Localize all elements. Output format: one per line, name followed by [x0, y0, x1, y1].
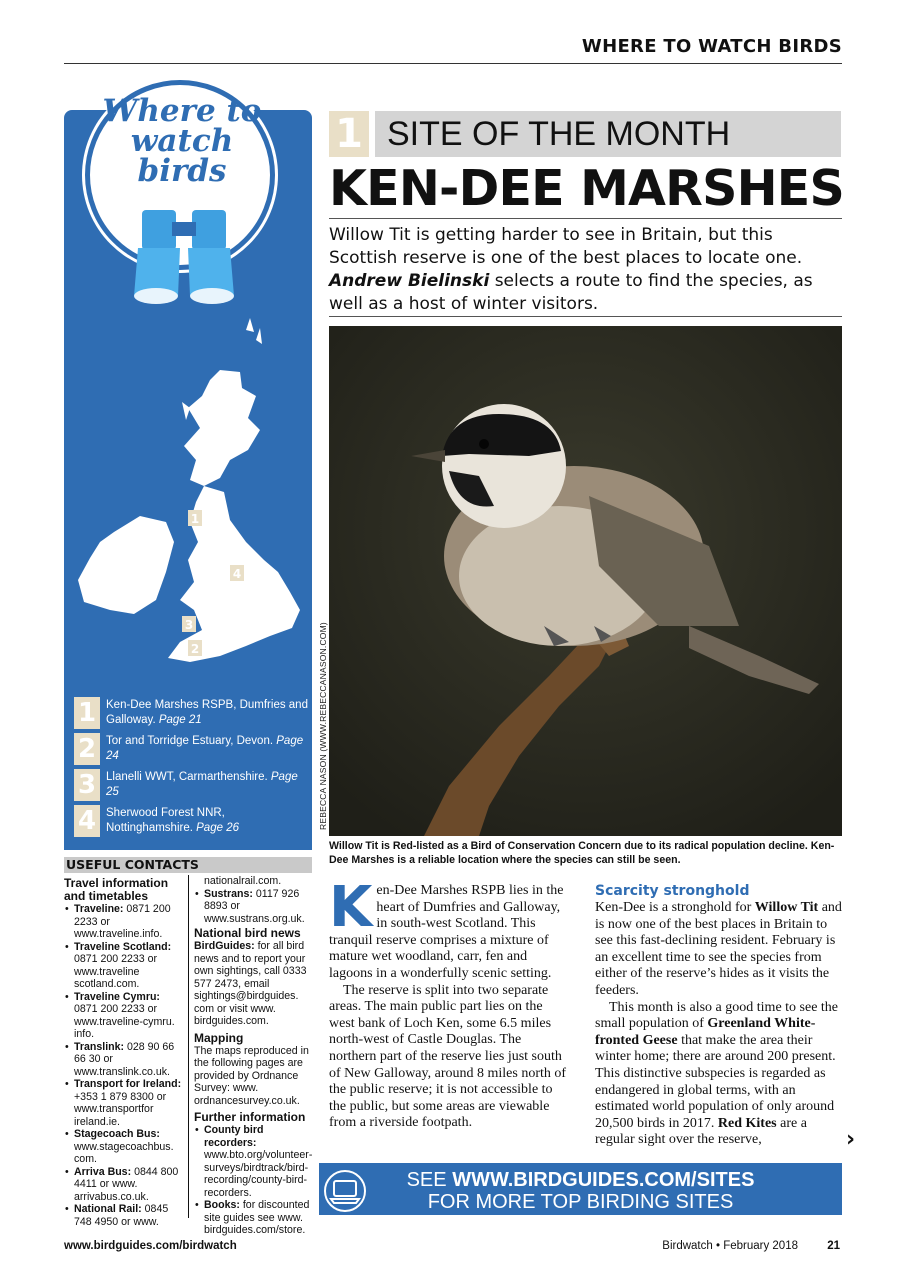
- contact-item: • Arriva Bus: 0844 800 4411 or www. arrivabus.co.uk.: [64, 1166, 186, 1204]
- further-heading: Further information: [194, 1110, 306, 1124]
- contact-item: • Translink: 028 90 66 66 30 or www.translink.co.uk.: [64, 1041, 186, 1079]
- mapping-heading: Mapping: [194, 1030, 244, 1045]
- britain-ireland-map: [70, 310, 310, 690]
- contact-item: • Books: for discounted site guides see www. birdguides.com/store.: [194, 1199, 312, 1237]
- contacts-divider: [188, 875, 189, 1218]
- kicker-bar: [329, 111, 841, 157]
- willow-tit-photo: [329, 326, 842, 836]
- photo-credit: REBECCA NASON (WWW.REBECCANASON.COM): [318, 622, 328, 830]
- body-column-1: [329, 875, 569, 1132]
- rail-continued: nationalrail.com.: [204, 875, 282, 887]
- contact-item: • Sustrans: 0117 926 8893 or www.sustrans.org.uk.: [194, 888, 312, 926]
- travel-heading: Travel information and timetables: [64, 876, 169, 903]
- contact-item: • Stagecoach Bus: www.stagecoachbus. com.: [64, 1128, 186, 1166]
- contact-item: • Traveline: 0871 200 2233 or www.traveline.info.: [64, 903, 186, 941]
- paragraph: The reserve is split into two separate areas. The main public part lies on the west bank of Loch Ken, some 6.5 miles north-west of Castle Douglas. The northern part of the reserve lies just south of New Galloway, around 8 miles north of the public reserve; it is not accessible to the public, but some areas are viewable from a riverside footpath.: [329, 982, 567, 1131]
- binoculars-icon: [128, 200, 240, 310]
- site-number: 2: [74, 733, 100, 765]
- site-item[interactable]: [74, 803, 310, 839]
- site-label: Sherwood Forest NNR, Nottinghamshire. Page 26: [106, 807, 239, 834]
- standfirst-rule: [329, 316, 842, 317]
- badge-title: Where to watch birds: [102, 93, 262, 189]
- site-list: [74, 695, 310, 839]
- contact-item: • County bird recorders: www.bto.org/volunteer-surveys/birdtrack/bird-recording/county-bird-recorders.: [194, 1124, 312, 1199]
- footer-url[interactable]: www.birdguides.com/birdwatch: [64, 1240, 237, 1252]
- contact-item: • Transport for Ireland: +353 1 879 8300 or www.transportfor ireland.ie.: [64, 1078, 186, 1128]
- map-label-1: 1: [190, 512, 200, 526]
- site-label: Ken-Dee Marshes RSPB, Dumfries and Galloway. Page 21: [106, 699, 308, 726]
- paragraph: Ken-Dee is a stronghold for Willow Tit and is now one of the best places in Britain to see this fast-declining resident. February is an excellent time to see the species from either of the reserve’s hides as it visits the feeders.: [595, 900, 842, 998]
- map-label-4: 4: [232, 567, 242, 581]
- birdnews-text: BirdGuides: for all bird news and to report your own sightings, call 0333 577 2473, email sightings@birdguides. com or visit www. birdguides.com.: [194, 940, 307, 1027]
- contacts-column-2: [194, 875, 312, 1237]
- map-label-3: 3: [184, 618, 194, 632]
- paragraph: This month is also a good time to see the small population of Greenland White-fronted Geese that make the area their winter home; there are around 200 present. This distinctive subspecies is regarded as endangered in global terms, with an estimated world population of only around 20,500 birds in 2017. Red Kites are a regular sight over the reserve,: [595, 999, 839, 1148]
- page-number: 21: [827, 1240, 840, 1252]
- site-number: 4: [74, 805, 100, 837]
- paragraph: Ken-Dee Marshes RSPB lies in the heart of Dumfries and Galloway, in south-west Scotland. This tranquil reserve comprises a mixture of mature wet woodland, carr, fen and lagoons in a wonderfully scenic setting.: [329, 875, 564, 981]
- contact-item: • Traveline Scotland: 0871 200 2233 or www.traveline scotland.com.: [64, 941, 186, 991]
- article-title: KEN-DEE MARSHES: [329, 160, 844, 217]
- site-item[interactable]: [74, 767, 310, 803]
- promo-line-1: SEE WWW.BIRDGUIDES.COM/SITES: [406, 1169, 755, 1191]
- site-number: 3: [74, 769, 100, 801]
- laptop-icon: [323, 1169, 367, 1213]
- contact-item: • Traveline Cymru: 0871 200 2233 or www.traveline-cymru. info.: [64, 991, 186, 1041]
- kicker-number: 1: [329, 111, 369, 157]
- title-rule: [329, 218, 842, 219]
- section-header: WHERE TO WATCH BIRDS: [581, 36, 842, 57]
- footer-magazine: Birdwatch • February 2018: [662, 1240, 798, 1252]
- mapping-text: The maps reproduced in the following pages are provided by Ordnance Survey: www. ordnancesurvey.co.uk.: [194, 1044, 309, 1107]
- contacts-column-1: [64, 875, 186, 1228]
- contact-item: • National Rail: 0845 748 4950 or www.: [64, 1203, 186, 1228]
- promo-banner[interactable]: [319, 1163, 842, 1215]
- site-label: Llanelli WWT, Carmarthenshire. Page 25: [106, 771, 298, 798]
- standfirst: Willow Tit is getting harder to see in Britain, but this Scottish reserve is one of the best places to locate one. Andrew Bielinski selects a route to find the species, as well as a host of winter visitors.: [329, 225, 813, 314]
- birdnews-heading: National bird news: [194, 926, 301, 940]
- body-column-2: [595, 883, 843, 1149]
- photo-caption: Willow Tit is Red-listed as a Bird of Conservation Concern due to its radical population decline. Ken-Dee Marshes is a reliable location where the species can still be seen.: [329, 840, 835, 866]
- promo-line-2: FOR MORE TOP BIRDING SITES: [427, 1191, 734, 1213]
- contacts-heading: USEFUL CONTACTS: [64, 857, 312, 873]
- site-number: 1: [74, 697, 100, 729]
- kicker-label: SITE OF THE MONTH: [375, 111, 841, 157]
- drop-cap: K: [329, 875, 373, 940]
- continue-arrow-icon[interactable]: ›: [846, 1127, 856, 1152]
- site-item[interactable]: [74, 695, 310, 731]
- header-rule: [64, 63, 842, 64]
- site-item[interactable]: [74, 731, 310, 767]
- site-label: Tor and Torridge Estuary, Devon. Page 24: [106, 735, 304, 762]
- map-label-2: 2: [190, 642, 200, 656]
- subheading: Scarcity stronghold: [595, 883, 750, 899]
